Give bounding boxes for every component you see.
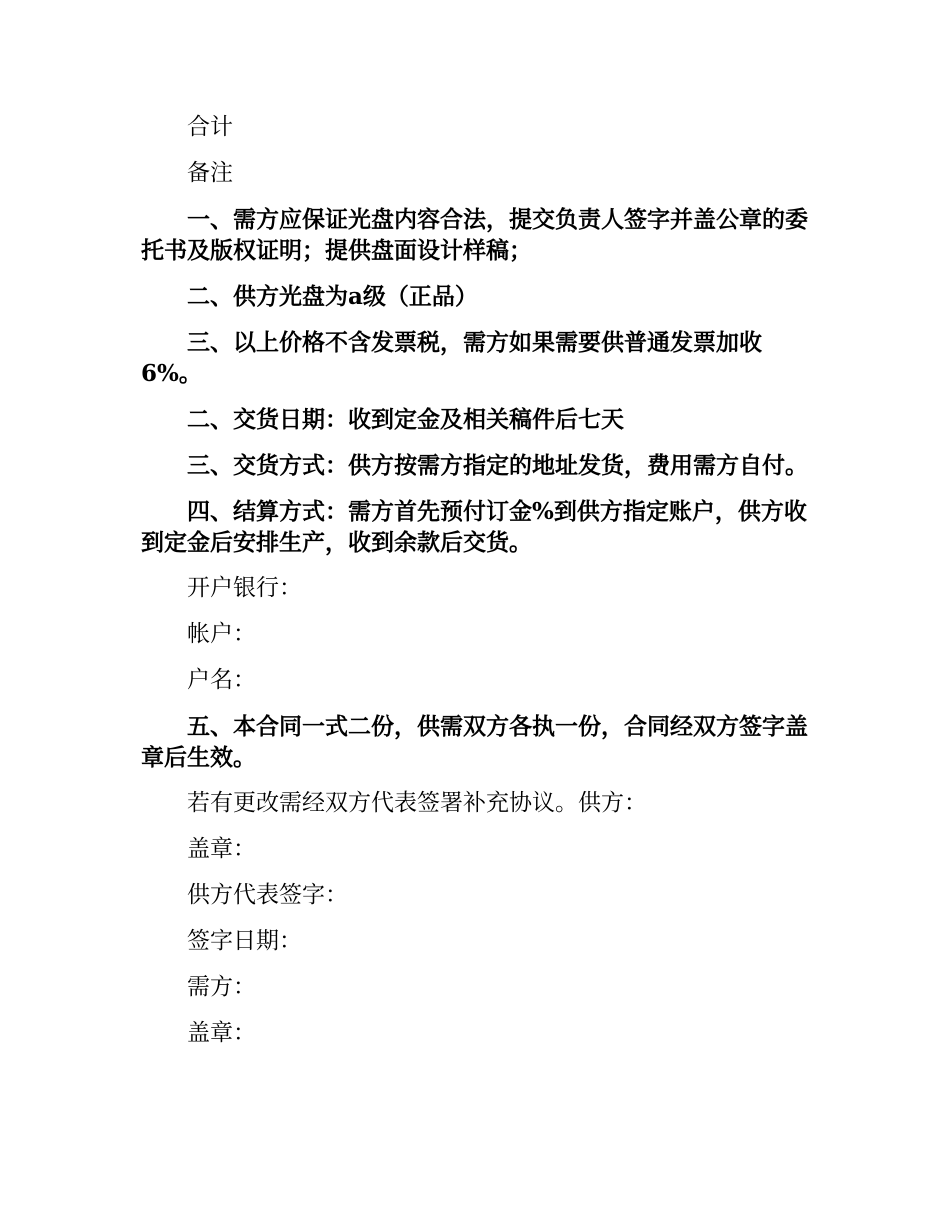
field-bank: 开户银行： (187, 575, 302, 601)
field-account-name: 户名： (187, 667, 256, 693)
clause-copies: 五、本合同一式二份，供需双方各执一份，合同经双方签字盖章后生效。 (141, 713, 808, 771)
paragraph-remarks: 备注 (187, 160, 233, 186)
field-supplier-seal: 盖章： (187, 836, 256, 862)
field-buyer: 需方： (187, 974, 256, 1000)
paragraph-total: 合计 (187, 114, 233, 140)
clause-disc-grade: 二、供方光盘为a级（正品） (187, 283, 478, 310)
document-body (141, 112, 809, 1064)
clause-content-legality: 一、需方应保证光盘内容合法，提交负责人签字并盖公章的委托书及版权证明；提供盘面设计样稿； (141, 206, 808, 264)
field-supplier-rep-signature: 供方代表签字： (187, 882, 348, 908)
field-buyer-seal: 盖章： (187, 1020, 256, 1046)
clause-delivery-method: 三、交货方式：供方按需方指定的地址发货，费用需方自付。 (187, 452, 808, 479)
clause-delivery-date: 二、交货日期：收到定金及相关稿件后七天 (187, 406, 624, 433)
clause-settlement: 四、结算方式：需方首先预付订金%到供方指定账户，供方收到定金后安排生产，收到余款后交货。 (141, 498, 807, 556)
clause-invoice-tax: 三、以上价格不含发票税，需方如果需要供普通发票加收6%。 (141, 329, 762, 387)
field-signature-date: 签字日期： (187, 928, 302, 954)
field-account: 帐户： (187, 621, 256, 647)
paragraph-amendment-supplier: 若有更改需经双方代表签署补充协议。供方： (187, 790, 647, 816)
